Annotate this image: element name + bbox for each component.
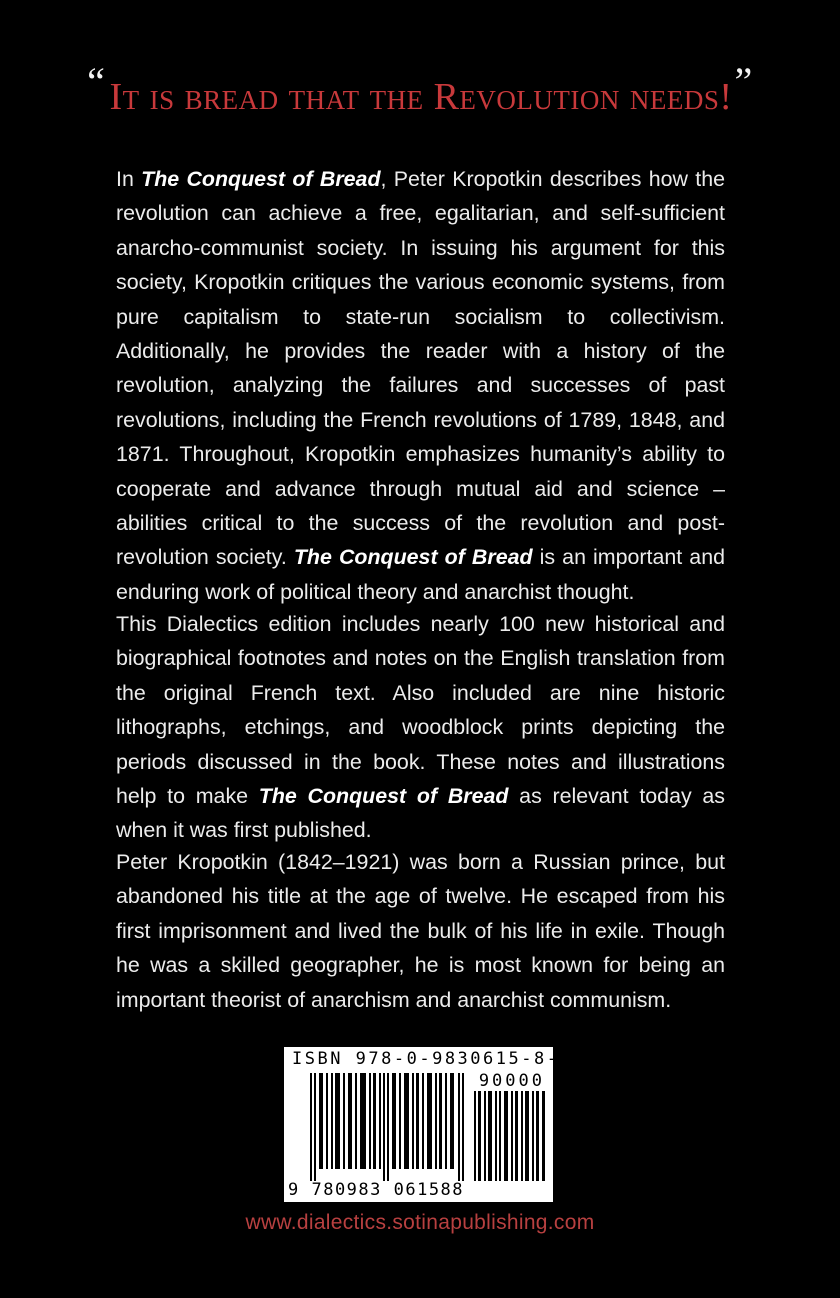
edition-paragraph — [116, 607, 725, 848]
text-span: In — [116, 167, 142, 191]
ean-digits: 9 780983 061588 — [288, 1180, 465, 1200]
close-quote-mark: ” — [734, 59, 753, 104]
text-span: as relevant today as when it was first published. — [116, 784, 725, 843]
book-title-emphasis: The Conquest of Bread — [258, 784, 509, 809]
pull-quote-text: It is bread that the Revolution needs! — [109, 76, 733, 118]
text-span: This Dialectics edition includes nearly 100 new historical and biographical footnotes and notes on the English translation from the original French text. Also included are nine historic lithographs, etchings, and woodblock prints depicting the periods discussed in the book. These notes and illustrations help to make — [116, 612, 725, 809]
book-title-emphasis: The Conquest of Bread — [293, 545, 533, 570]
price-addon-bars-icon — [474, 1091, 546, 1181]
pull-quote — [0, 59, 840, 119]
text-span: Peter Kropotkin (1842–1921) was born a Russian prince, but abandoned his title at the age of twelve. He escaped from his first imprisonment and lived the bulk of his life in exile. Though he was a skilled geographer, he is most known for being an important theorist of anarchism and anarchist communism. — [116, 850, 725, 1012]
book-title-emphasis: The Conquest of Bread — [141, 167, 381, 191]
text-span: , Peter Kropotkin describes how the revolution can achieve a free, egalitarian, and self-sufficient anarcho-communist society. In issuing his argument for this society, Kropotkin critiques the various economic systems, from pure capitalism to state-run socialism to collectivism. Additionally, he provides the reader with a history of the revolution, analyzing the failures and successes of past revolutions, including the French revolutions of 1789, 1848, and 1871. Throughout, Kropotkin emphasizes humanity’s ability to cooperate and advance through mutual aid and science – abilities critical to the success of the revolution and post-revolution society. — [116, 167, 725, 570]
description-paragraph — [116, 162, 725, 609]
isbn-barcode — [284, 1047, 573, 1202]
author-bio-paragraph — [116, 845, 725, 1017]
isbn-label: ISBN 978-0-9830615-8-8 — [292, 1049, 573, 1069]
ean13-bars-icon — [310, 1073, 465, 1181]
text-span: is an important and enduring work of political theory and anarchist thought. — [116, 545, 725, 604]
publisher-website: www.dialectics.sotinapublishing.com — [245, 1211, 595, 1234]
price-code: 90000 — [478, 1071, 545, 1091]
open-quote-mark: “ — [87, 59, 106, 104]
